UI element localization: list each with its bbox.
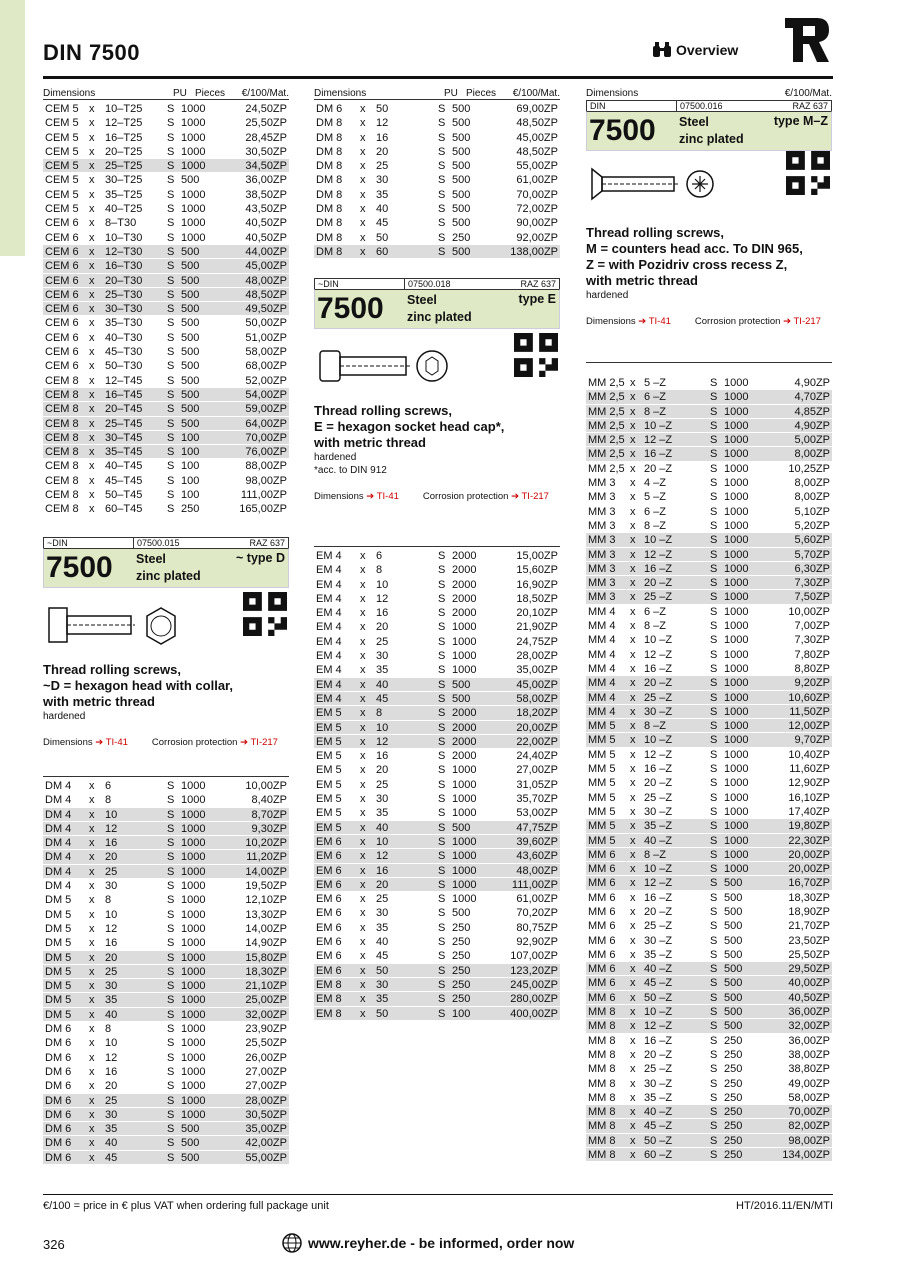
table-header: Dimensions €/100/Mat. [586,88,832,99]
em-table [314,549,560,1021]
table-row: CEM 5 x 16–T25 S 1000 28,45ZP [45,131,287,144]
hex-collar-screw-icon [45,596,195,656]
dimensions-link[interactable]: ➔ TI-41 [95,737,128,748]
table-row: MM 6 x 50 –Z S 500 40,50ZP [588,991,830,1004]
screw-drawing [586,151,832,221]
table-row: CEM 8 x 30–T45 S 100 70,00ZP [45,431,287,444]
table-row: CEM 5 x 10–T25 S 1000 24,50ZP [45,103,287,115]
screw-drawing [314,329,560,399]
table-row: CEM 8 x 50–T45 S 100 111,00ZP [45,489,287,502]
reference-links: Dimensions ➔ TI-41 Corrosion protection ➔ TI-217 [586,316,821,327]
product-banner: 7500 Steel zinc plated ~ type D [43,548,289,588]
table-row: DM 8 x 25 S 500 55,00ZP [316,160,558,173]
table-row: MM 4 x 6 –Z S 1000 10,00ZP [588,605,830,618]
table-row: DM 4 x 8 S 1000 8,40ZP [45,794,287,807]
table-row: MM 5 x 25 –Z S 1000 16,10ZP [588,791,830,804]
table-row: EM 6 x 45 S 250 107,00ZP [316,950,558,963]
table-row: DM 8 x 20 S 500 48,50ZP [316,145,558,158]
screw-drawing [43,588,289,658]
table-row: CEM 8 x 25–T45 S 500 64,00ZP [45,417,287,430]
table-row: EM 8 x 35 S 250 280,00ZP [316,993,558,1006]
table-row: CEM 5 x 35–T25 S 1000 38,50ZP [45,188,287,201]
table-row: MM 4 x 25 –Z S 1000 10,60ZP [588,691,830,704]
catalog-code: HT/2016.11/EN/MTI [736,1200,833,1212]
table-row: DM 4 x 25 S 1000 14,00ZP [45,865,287,878]
table-row: MM 6 x 10 –Z S 1000 20,00ZP [588,863,830,876]
table-row: CEM 6 x 35–T30 S 500 50,00ZP [45,317,287,330]
table-row: DM 4 x 30 S 1000 19,50ZP [45,880,287,893]
table-row: DM 4 x 6 S 1000 10,00ZP [45,780,287,792]
mm-table [586,376,832,1162]
table-row: DM 5 x 12 S 1000 14,00ZP [45,922,287,935]
page-number: 326 [43,1237,65,1252]
table-row: MM 5 x 16 –Z S 1000 11,60ZP [588,763,830,776]
table-row: EM 6 x 40 S 250 92,90ZP [316,936,558,949]
table-row: DM 8 x 45 S 500 90,00ZP [316,217,558,230]
corrosion-link[interactable]: ➔ TI-217 [240,737,278,748]
table-header: Dimensions PU Pieces €/100/Mat. [43,88,289,99]
table-row: DM 6 x 50 S 500 69,00ZP [316,103,558,115]
table-row: MM 3 x 12 –Z S 1000 5,70ZP [588,548,830,561]
table-row: MM 4 x 12 –Z S 1000 7,80ZP [588,648,830,661]
table-row: MM 8 x 16 –Z S 250 36,00ZP [588,1034,830,1047]
table-row: MM 8 x 30 –Z S 250 49,00ZP [588,1077,830,1090]
table-row: EM 6 x 25 S 1000 61,00ZP [316,893,558,906]
table-row: MM 8 x 40 –Z S 250 70,00ZP [588,1106,830,1119]
table-row: EM 5 x 40 S 500 47,75ZP [316,821,558,834]
table-row: EM 4 x 6 S 2000 15,00ZP [316,550,558,562]
table-row: CEM 6 x 45–T30 S 500 58,00ZP [45,346,287,359]
table-row: CEM 6 x 16–T30 S 500 45,00ZP [45,260,287,273]
table-row: EM 8 x 50 S 100 400,00ZP [316,1007,558,1020]
binoculars-icon [652,42,672,58]
overview-link[interactable] [652,42,738,58]
table-row: CEM 6 x 20–T30 S 500 48,00ZP [45,274,287,287]
table-row: DM 5 x 8 S 1000 12,10ZP [45,894,287,907]
table-row: MM 8 x 60 –Z S 250 134,00ZP [588,1149,830,1162]
price-footnote: €/100 = price in € plus VAT when ordering full package unit [43,1200,329,1212]
table-row: DM 6 x 16 S 1000 27,00ZP [45,1065,287,1078]
dimensions-link[interactable]: ➔ TI-41 [638,316,671,327]
table-row: CEM 8 x 60–T45 S 250 165,00ZP [45,503,287,516]
table-row: DM 5 x 25 S 1000 18,30ZP [45,965,287,978]
table-row: MM 3 x 8 –Z S 1000 5,20ZP [588,519,830,532]
table-row: EM 4 x 12 S 2000 18,50ZP [316,592,558,605]
table-row: EM 5 x 20 S 1000 27,00ZP [316,764,558,777]
dimensions-link[interactable]: ➔ TI-41 [366,491,399,502]
table-row: EM 6 x 16 S 1000 48,00ZP [316,864,558,877]
table-row: CEM 8 x 16–T45 S 500 54,00ZP [45,388,287,401]
table-row: EM 4 x 35 S 1000 35,00ZP [316,664,558,677]
table-row: EM 4 x 8 S 2000 15,60ZP [316,564,558,577]
table-row: MM 6 x 35 –Z S 500 25,50ZP [588,948,830,961]
table-row: CEM 6 x 25–T30 S 500 48,50ZP [45,288,287,301]
table-row: MM 3 x 5 –Z S 1000 8,00ZP [588,491,830,504]
table-row: CEM 6 x 8–T30 S 1000 40,50ZP [45,217,287,230]
table-row: MM 6 x 40 –Z S 500 29,50ZP [588,963,830,976]
product-tagline: ~DIN 07500.015 RAZ 637 [43,537,289,548]
table-row: CEM 6 x 40–T30 S 500 51,00ZP [45,331,287,344]
table-row: EM 6 x 50 S 250 123,20ZP [316,964,558,977]
table-row: EM 5 x 35 S 1000 53,00ZP [316,807,558,820]
table-row: MM 8 x 50 –Z S 250 98,00ZP [588,1134,830,1147]
table-row: DM 4 x 10 S 1000 8,70ZP [45,808,287,821]
product-block-d: ~DIN 07500.015 RAZ 637 7500 Steel zinc plated ~ type D Thread rolling screws, ~D = hexagon head with collar, with metric thread hardened Dimensions ➔ TI-41 Corrosion protection ➔ TI-217 [43,537,289,748]
table-row: CEM 6 x 12–T30 S 500 44,00ZP [45,245,287,258]
table-row: EM 6 x 10 S 1000 39,60ZP [316,835,558,848]
table-row: MM 6 x 45 –Z S 500 40,00ZP [588,977,830,990]
qr-code-icon[interactable] [786,151,830,195]
table-row: DM 8 x 60 S 500 138,00ZP [316,245,558,258]
table-row: EM 5 x 25 S 1000 31,05ZP [316,778,558,791]
column-1b [43,776,289,1165]
corrosion-link[interactable]: ➔ TI-217 [511,491,549,502]
section-marker [0,0,25,256]
table-row: MM 8 x 20 –Z S 250 38,00ZP [588,1048,830,1061]
table-row: MM 5 x 12 –Z S 1000 10,40ZP [588,748,830,761]
table-row: EM 6 x 20 S 1000 111,00ZP [316,878,558,891]
table-row: CEM 8 x 35–T45 S 100 76,00ZP [45,446,287,459]
table-row: MM 4 x 8 –Z S 1000 7,00ZP [588,620,830,633]
table-row: MM 5 x 8 –Z S 1000 12,00ZP [588,720,830,733]
table-row: DM 5 x 10 S 1000 13,30ZP [45,908,287,921]
table-row: MM 5 x 20 –Z S 1000 12,90ZP [588,777,830,790]
table-row: MM 4 x 10 –Z S 1000 7,30ZP [588,634,830,647]
table-row: EM 4 x 10 S 2000 16,90ZP [316,578,558,591]
dm8-table [314,102,560,259]
table-row: EM 8 x 30 S 250 245,00ZP [316,978,558,991]
table-row: MM 6 x 16 –Z S 500 18,30ZP [588,891,830,904]
table-row: MM 8 x 45 –Z S 250 82,00ZP [588,1120,830,1133]
table-row: MM 4 x 16 –Z S 1000 8,80ZP [588,662,830,675]
product-description: Thread rolling screws, E = hexagon socket head cap*, with metric thread [314,403,505,450]
reference-links: Dimensions ➔ TI-41 Corrosion protection ➔ TI-217 [314,491,549,502]
table-row: DM 6 x 40 S 500 42,00ZP [45,1137,287,1150]
table-row: MM 8 x 35 –Z S 250 58,00ZP [588,1091,830,1104]
table-row: EM 6 x 35 S 250 80,75ZP [316,921,558,934]
table-row: CEM 8 x 20–T45 S 500 59,00ZP [45,403,287,416]
table-row: MM 6 x 8 –Z S 1000 20,00ZP [588,848,830,861]
table-row: DM 8 x 16 S 500 45,00ZP [316,131,558,144]
dm-table [43,779,289,1165]
table-row: DM 6 x 10 S 1000 25,50ZP [45,1037,287,1050]
table-row: MM 6 x 30 –Z S 500 23,50ZP [588,934,830,947]
table-row: MM 2,5 x 6 –Z S 1000 4,70ZP [588,391,830,404]
table-row: MM 2,5 x 10 –Z S 1000 4,90ZP [588,419,830,432]
table-row: MM 5 x 10 –Z S 1000 9,70ZP [588,734,830,747]
reyher-logo-icon [783,16,831,64]
table-row: MM 6 x 20 –Z S 500 18,90ZP [588,905,830,918]
table-row: MM 3 x 10 –Z S 1000 5,60ZP [588,534,830,547]
table-row: DM 6 x 30 S 1000 30,50ZP [45,1108,287,1121]
table-header: Dimensions PU Pieces €/100/Mat. [314,88,560,99]
table-row: DM 6 x 8 S 1000 23,90ZP [45,1023,287,1036]
column-2b [314,546,560,1021]
column-2 [314,88,560,259]
table-row: DM 8 x 35 S 500 70,00ZP [316,188,558,201]
table-row: DM 6 x 45 S 500 55,00ZP [45,1151,287,1164]
table-row: CEM 8 x 45–T45 S 100 98,00ZP [45,474,287,487]
table-row: EM 4 x 45 S 500 58,00ZP [316,692,558,705]
table-row: MM 8 x 10 –Z S 500 36,00ZP [588,1006,830,1019]
table-row: EM 4 x 40 S 500 45,00ZP [316,678,558,691]
table-row: DM 4 x 16 S 1000 10,20ZP [45,837,287,850]
table-row: MM 2,5 x 8 –Z S 1000 4,85ZP [588,405,830,418]
header-rule [43,76,833,79]
table-row: DM 5 x 40 S 1000 32,00ZP [45,1008,287,1021]
countersunk-pozidriv-screw-icon [588,155,738,215]
table-row: MM 3 x 16 –Z S 1000 6,30ZP [588,562,830,575]
column-1 [43,88,289,517]
table-row: CEM 5 x 12–T25 S 1000 25,50ZP [45,117,287,130]
table-row: EM 4 x 16 S 2000 20,10ZP [316,607,558,620]
table-row: MM 3 x 20 –Z S 1000 7,30ZP [588,577,830,590]
globe-icon [282,1233,302,1253]
table-row: CEM 6 x 30–T30 S 500 49,50ZP [45,303,287,316]
table-row: EM 5 x 12 S 2000 22,00ZP [316,735,558,748]
table-row: EM 6 x 30 S 500 70,20ZP [316,907,558,920]
table-row: MM 5 x 40 –Z S 1000 22,30ZP [588,834,830,847]
table-row: EM 4 x 20 S 1000 21,90ZP [316,621,558,634]
table-row: DM 8 x 40 S 500 72,00ZP [316,203,558,216]
table-row: CEM 5 x 30–T25 S 500 36,00ZP [45,174,287,187]
product-tagline: ~DIN 07500.018 RAZ 637 [314,278,560,289]
table-row: DM 4 x 12 S 1000 9,30ZP [45,822,287,835]
product-description: Thread rolling screws, M = counters head acc. To DIN 965, Z = with Pozidriv cross recess Z, with metric thread [586,225,803,288]
cem-table [43,102,289,517]
table-row: MM 5 x 35 –Z S 1000 19,80ZP [588,820,830,833]
table-row: EM 4 x 25 S 1000 24,75ZP [316,635,558,648]
table-row: MM 2,5 x 12 –Z S 1000 5,00ZP [588,434,830,447]
table-row: CEM 6 x 50–T30 S 500 68,00ZP [45,360,287,373]
table-row: MM 5 x 30 –Z S 1000 17,40ZP [588,805,830,818]
table-row: MM 3 x 4 –Z S 1000 8,00ZP [588,477,830,490]
table-row: DM 6 x 25 S 1000 28,00ZP [45,1094,287,1107]
table-row: MM 6 x 12 –Z S 500 16,70ZP [588,877,830,890]
table-row: DM 6 x 12 S 1000 26,00ZP [45,1051,287,1064]
table-row: EM 5 x 30 S 1000 35,70ZP [316,793,558,806]
table-row: CEM 5 x 20–T25 S 1000 30,50ZP [45,145,287,158]
table-row: CEM 6 x 10–T30 S 1000 40,50ZP [45,231,287,244]
table-row: DM 8 x 50 S 250 92,00ZP [316,231,558,244]
footer-rule [43,1194,833,1195]
product-block-e: ~DIN 07500.018 RAZ 637 7500 Steel zinc plated type E Thread rolling screws, E = hexagon socket head cap*, with metric thread hardened *acc. to DIN 912 Dimensions ➔ TI-41 Corrosion protection ➔ TI-217 [314,278,560,502]
table-row: DM 4 x 20 S 1000 11,20ZP [45,851,287,864]
table-row: DM 5 x 16 S 1000 14,90ZP [45,937,287,950]
table-row: MM 4 x 20 –Z S 1000 9,20ZP [588,677,830,690]
table-row: DM 5 x 35 S 1000 25,00ZP [45,994,287,1007]
table-row: MM 8 x 12 –Z S 500 32,00ZP [588,1020,830,1033]
qr-code-icon[interactable] [243,592,287,636]
table-row: DM 6 x 35 S 500 35,00ZP [45,1123,287,1136]
website-link[interactable]: www.reyher.de - be informed, order now [282,1233,574,1253]
table-row: EM 5 x 10 S 2000 20,00ZP [316,721,558,734]
table-row: MM 6 x 25 –Z S 500 21,70ZP [588,920,830,933]
table-row: CEM 5 x 40–T25 S 1000 43,50ZP [45,203,287,216]
product-banner: 7500 Steel zinc plated type M–Z [586,111,832,151]
table-row: CEM 8 x 12–T45 S 500 52,00ZP [45,374,287,387]
column-3b [586,362,832,1162]
qr-code-icon[interactable] [514,333,558,377]
table-row: MM 3 x 6 –Z S 1000 5,10ZP [588,505,830,518]
table-row: MM 3 x 25 –Z S 1000 7,50ZP [588,591,830,604]
table-row: MM 2,5 x 5 –Z S 1000 4,90ZP [588,377,830,389]
table-row: EM 5 x 16 S 2000 24,40ZP [316,750,558,763]
reference-links: Dimensions ➔ TI-41 Corrosion protection ➔ TI-217 [43,737,278,748]
product-description: Thread rolling screws, ~D = hexagon head with collar, with metric thread [43,662,233,709]
socket-cap-screw-icon [316,337,466,397]
table-row: DM 6 x 20 S 1000 27,00ZP [45,1080,287,1093]
table-row: DM 5 x 30 S 1000 21,10ZP [45,980,287,993]
table-row: EM 6 x 12 S 1000 43,60ZP [316,850,558,863]
product-block-m: Dimensions €/100/Mat. DIN 07500.016 RAZ 637 7500 Steel zinc plated type M–Z Thread rolling screws, M = counters head acc. To DIN 965, Z = with Pozidriv cross recess Z, with metric thread hardened Dimensions ➔ TI-41 Corrosion protection ➔ TI-217 [586,88,832,327]
table-row: EM 5 x 8 S 2000 18,20ZP [316,707,558,720]
product-tagline: DIN 07500.016 RAZ 637 [586,100,832,111]
table-row: MM 4 x 30 –Z S 1000 11,50ZP [588,705,830,718]
table-row: DM 5 x 20 S 1000 15,80ZP [45,951,287,964]
corrosion-link[interactable]: ➔ TI-217 [783,316,821,327]
table-row: DM 8 x 12 S 500 48,50ZP [316,117,558,130]
product-banner: 7500 Steel zinc plated type E [314,289,560,329]
table-row: CEM 5 x 25–T25 S 1000 34,50ZP [45,160,287,173]
table-row: DM 8 x 30 S 500 61,00ZP [316,174,558,187]
table-row: MM 2,5 x 20 –Z S 1000 10,25ZP [588,462,830,475]
overview-label: Overview [676,42,739,58]
table-row: CEM 8 x 40–T45 S 100 88,00ZP [45,460,287,473]
table-row: EM 4 x 30 S 1000 28,00ZP [316,650,558,663]
page-title: DIN 7500 [43,40,140,65]
table-row: MM 2,5 x 16 –Z S 1000 8,00ZP [588,448,830,461]
table-row: MM 8 x 25 –Z S 250 38,80ZP [588,1063,830,1076]
